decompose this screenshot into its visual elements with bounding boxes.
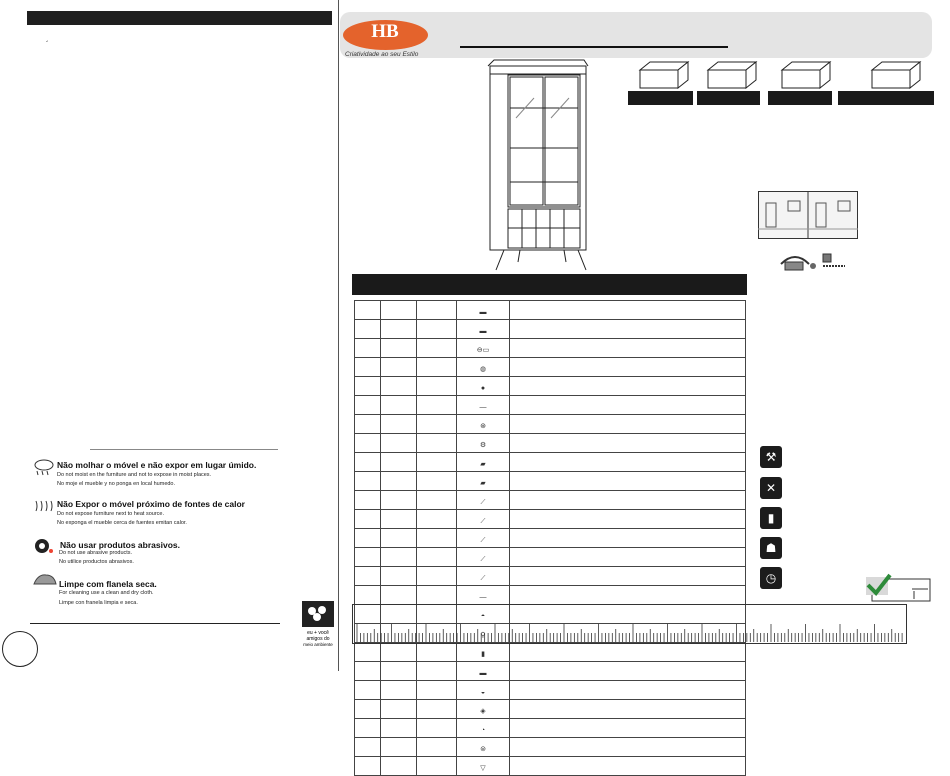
parts-cell bbox=[355, 377, 381, 396]
parts-cell bbox=[381, 548, 417, 567]
part-icon: ▬ bbox=[479, 328, 487, 335]
parts-cell bbox=[417, 358, 457, 377]
care-es-4: Limpe con franela limpia e seca. bbox=[59, 600, 138, 606]
care-es-2: No exponga el mueble cerca de fuentes emitan calor. bbox=[57, 520, 187, 526]
part-icon: ▮ bbox=[481, 651, 485, 658]
parts-cell bbox=[417, 757, 457, 776]
package-box-2 bbox=[706, 60, 758, 90]
parts-cell bbox=[417, 301, 457, 320]
parts-cell bbox=[510, 586, 746, 605]
parts-row bbox=[355, 472, 746, 491]
parts-row bbox=[355, 396, 746, 415]
part-icon: ⟋ bbox=[480, 556, 486, 563]
parts-cell bbox=[457, 320, 510, 339]
care-es-3: No utilice productos abrasivos. bbox=[59, 559, 134, 565]
parts-cell bbox=[510, 491, 746, 510]
package-label-1 bbox=[628, 91, 693, 105]
parts-cell bbox=[381, 719, 417, 738]
parts-cell bbox=[355, 643, 381, 662]
care-en-2: Do not expose furniture next to heat source. bbox=[57, 511, 165, 517]
parts-cell bbox=[355, 453, 381, 472]
care-title-1: Não molhar o móvel e não expor em lugar úmido. bbox=[57, 460, 257, 470]
parts-cell bbox=[381, 700, 417, 719]
parts-cell bbox=[417, 681, 457, 700]
parts-row bbox=[355, 719, 746, 738]
care-es-1: No moje el mueble y no ponga en local humedo. bbox=[57, 481, 176, 487]
parts-cell bbox=[381, 358, 417, 377]
part-icon: ⊖▭ bbox=[476, 347, 490, 354]
parts-table bbox=[354, 300, 746, 776]
heat-icon bbox=[33, 497, 55, 513]
parts-cell bbox=[417, 567, 457, 586]
parts-cell bbox=[381, 434, 417, 453]
parts-cell bbox=[355, 567, 381, 586]
parts-cell bbox=[417, 719, 457, 738]
parts-cell bbox=[417, 586, 457, 605]
parts-cell bbox=[417, 415, 457, 434]
parts-cell bbox=[355, 548, 381, 567]
two-people-icon: ☗ bbox=[760, 537, 782, 559]
parts-row bbox=[355, 358, 746, 377]
parts-cell bbox=[381, 491, 417, 510]
parts-table-header bbox=[352, 274, 747, 295]
part-icon: ⚲ bbox=[480, 632, 486, 639]
parts-cell bbox=[417, 548, 457, 567]
parts-cell bbox=[417, 738, 457, 757]
parts-cell bbox=[355, 434, 381, 453]
parts-cell bbox=[457, 757, 510, 776]
parts-cell bbox=[355, 700, 381, 719]
title-underline bbox=[460, 46, 728, 48]
package-label-2 bbox=[697, 91, 760, 105]
parts-cell bbox=[510, 529, 746, 548]
parts-cell bbox=[355, 472, 381, 491]
parts-cell bbox=[457, 358, 510, 377]
parts-row bbox=[355, 662, 746, 681]
part-icon: ◍ bbox=[479, 366, 487, 373]
clock-icon: ◷ bbox=[760, 567, 782, 589]
parts-cell bbox=[355, 681, 381, 700]
parts-cell bbox=[381, 339, 417, 358]
header-band bbox=[340, 12, 932, 58]
part-icon: ◈ bbox=[480, 708, 486, 715]
parts-row bbox=[355, 643, 746, 662]
parts-cell bbox=[381, 377, 417, 396]
part-icon: ▬ bbox=[479, 670, 487, 677]
care-en-1: Do not moist en the furniture and not to expose in moist places. bbox=[57, 472, 212, 478]
parts-cell bbox=[355, 339, 381, 358]
parts-row bbox=[355, 586, 746, 605]
package-box-1 bbox=[638, 60, 690, 90]
parts-cell bbox=[510, 757, 746, 776]
cabinet-illustration bbox=[484, 58, 592, 272]
check-badge bbox=[862, 573, 934, 603]
parts-cell bbox=[510, 434, 746, 453]
parts-cell bbox=[355, 757, 381, 776]
parts-cell bbox=[381, 757, 417, 776]
parts-cell bbox=[417, 339, 457, 358]
parts-cell bbox=[457, 415, 510, 434]
parts-cell bbox=[417, 529, 457, 548]
parts-cell bbox=[457, 453, 510, 472]
svg-text:eu + você: eu + você bbox=[307, 630, 329, 636]
parts-cell bbox=[381, 453, 417, 472]
parts-row bbox=[355, 510, 746, 529]
parts-cell bbox=[381, 586, 417, 605]
parts-cell bbox=[417, 643, 457, 662]
part-icon: ◔ bbox=[480, 727, 486, 734]
parts-cell bbox=[510, 662, 746, 681]
care-title-3: Não usar produtos abrasivos. bbox=[60, 540, 180, 550]
parts-cell bbox=[457, 434, 510, 453]
parts-cell bbox=[457, 681, 510, 700]
parts-cell bbox=[381, 510, 417, 529]
parts-cell bbox=[457, 472, 510, 491]
parts-row bbox=[355, 567, 746, 586]
parts-cell bbox=[355, 396, 381, 415]
parts-cell bbox=[381, 529, 417, 548]
parts-cell bbox=[457, 377, 510, 396]
svg-text:amigos do: amigos do bbox=[306, 636, 330, 642]
parts-cell bbox=[510, 453, 746, 472]
parts-cell bbox=[510, 567, 746, 586]
brand-logo-text: HB bbox=[371, 21, 399, 42]
mallet-icon: ▮ bbox=[760, 507, 782, 529]
part-icon: ◒ bbox=[480, 689, 486, 696]
parts-cell bbox=[381, 320, 417, 339]
part-icon: ⟋ bbox=[480, 575, 486, 582]
parts-row bbox=[355, 529, 746, 548]
cloth-icon bbox=[32, 572, 58, 586]
parts-cell bbox=[457, 719, 510, 738]
eco-logo bbox=[302, 601, 334, 647]
parts-cell bbox=[510, 320, 746, 339]
parts-cell bbox=[457, 301, 510, 320]
parts-row bbox=[355, 339, 746, 358]
parts-cell bbox=[355, 415, 381, 434]
parts-cell bbox=[417, 396, 457, 415]
page-number-circle bbox=[2, 631, 38, 667]
page-divider bbox=[338, 0, 339, 671]
parts-cell bbox=[355, 529, 381, 548]
parts-row bbox=[355, 681, 746, 700]
parts-cell bbox=[417, 662, 457, 681]
parts-cell bbox=[510, 719, 746, 738]
parts-row bbox=[355, 491, 746, 510]
parts-cell bbox=[355, 510, 381, 529]
small-mark: ´ bbox=[46, 40, 49, 49]
measuring-ruler bbox=[352, 604, 907, 644]
part-icon: ▬ bbox=[479, 309, 487, 316]
room-illustration bbox=[758, 191, 858, 239]
parts-row bbox=[355, 757, 746, 776]
parts-cell bbox=[381, 567, 417, 586]
parts-cell bbox=[457, 510, 510, 529]
parts-cell bbox=[417, 434, 457, 453]
part-icon: ◓ bbox=[480, 613, 486, 620]
parts-cell bbox=[510, 700, 746, 719]
parts-row bbox=[355, 415, 746, 434]
brand-tagline: Criatividade ao seu Estilo bbox=[345, 51, 419, 58]
parts-cell bbox=[457, 396, 510, 415]
part-icon: ⚙ bbox=[479, 442, 487, 449]
package-label-4 bbox=[838, 91, 934, 105]
parts-cell bbox=[355, 738, 381, 757]
parts-row bbox=[355, 301, 746, 320]
left-section-header bbox=[27, 11, 332, 25]
parts-cell bbox=[510, 377, 746, 396]
parts-cell bbox=[510, 301, 746, 320]
parts-cell bbox=[457, 643, 510, 662]
care-title-4: Limpe com flanela seca. bbox=[59, 579, 157, 589]
parts-cell bbox=[417, 491, 457, 510]
part-icon: ⟋ bbox=[480, 537, 486, 544]
divider bbox=[90, 449, 278, 450]
part-icon: ⊜ bbox=[480, 746, 486, 753]
parts-cell bbox=[457, 700, 510, 719]
parts-cell bbox=[457, 548, 510, 567]
hardware-illustration bbox=[777, 250, 849, 276]
parts-cell bbox=[381, 681, 417, 700]
package-label-3 bbox=[768, 91, 832, 105]
parts-cell bbox=[417, 453, 457, 472]
parts-cell bbox=[510, 643, 746, 662]
parts-cell bbox=[417, 320, 457, 339]
parts-cell bbox=[457, 738, 510, 757]
part-icon: ● bbox=[480, 385, 486, 392]
parts-cell bbox=[417, 700, 457, 719]
parts-cell bbox=[510, 681, 746, 700]
parts-row bbox=[355, 377, 746, 396]
parts-cell bbox=[457, 339, 510, 358]
parts-cell bbox=[417, 377, 457, 396]
parts-cell bbox=[457, 529, 510, 548]
svg-text:meio ambiente: meio ambiente bbox=[303, 642, 333, 647]
abrasive-icon bbox=[33, 537, 55, 555]
parts-cell bbox=[510, 472, 746, 491]
parts-row bbox=[355, 738, 746, 757]
part-icon: ⊛ bbox=[480, 423, 486, 430]
parts-cell bbox=[381, 396, 417, 415]
part-icon: ▰ bbox=[480, 480, 486, 487]
parts-cell bbox=[355, 491, 381, 510]
care-en-3: Do not use abrasive products. bbox=[59, 550, 133, 556]
parts-row bbox=[355, 453, 746, 472]
screwdriver-icon: ✕ bbox=[760, 477, 782, 499]
care-title-2: Não Expor o móvel próximo de fontes de calor bbox=[57, 499, 245, 509]
parts-cell bbox=[510, 738, 746, 757]
parts-cell bbox=[381, 472, 417, 491]
parts-cell bbox=[457, 662, 510, 681]
parts-cell bbox=[417, 472, 457, 491]
parts-cell bbox=[510, 548, 746, 567]
parts-cell bbox=[457, 567, 510, 586]
parts-cell bbox=[417, 510, 457, 529]
parts-cell bbox=[510, 396, 746, 415]
parts-row bbox=[355, 320, 746, 339]
package-box-4 bbox=[870, 60, 922, 90]
parts-cell bbox=[510, 415, 746, 434]
parts-cell bbox=[381, 662, 417, 681]
parts-cell bbox=[355, 662, 381, 681]
parts-row bbox=[355, 700, 746, 719]
part-icon: — bbox=[479, 404, 487, 411]
care-en-4: For cleaning use a clean and dry cloth. bbox=[59, 590, 154, 596]
parts-cell bbox=[381, 415, 417, 434]
parts-cell bbox=[381, 301, 417, 320]
parts-cell bbox=[510, 510, 746, 529]
divider-bottom bbox=[30, 623, 280, 624]
parts-cell bbox=[355, 358, 381, 377]
water-drop-icon bbox=[33, 458, 55, 476]
part-icon: ▰ bbox=[480, 461, 486, 468]
parts-cell bbox=[355, 320, 381, 339]
part-icon: — bbox=[479, 594, 487, 601]
parts-cell bbox=[457, 491, 510, 510]
parts-cell bbox=[355, 586, 381, 605]
package-box-3 bbox=[780, 60, 832, 90]
parts-cell bbox=[381, 643, 417, 662]
parts-cell bbox=[381, 738, 417, 757]
part-icon: ⟋ bbox=[480, 499, 486, 506]
parts-cell bbox=[510, 358, 746, 377]
part-icon: ⟋ bbox=[480, 518, 486, 525]
parts-row bbox=[355, 548, 746, 567]
parts-row bbox=[355, 434, 746, 453]
parts-cell bbox=[355, 719, 381, 738]
part-icon: ▽ bbox=[480, 765, 486, 772]
parts-cell bbox=[457, 586, 510, 605]
parts-cell bbox=[510, 339, 746, 358]
hammer-icon: ⚒ bbox=[760, 446, 782, 468]
parts-cell bbox=[355, 301, 381, 320]
